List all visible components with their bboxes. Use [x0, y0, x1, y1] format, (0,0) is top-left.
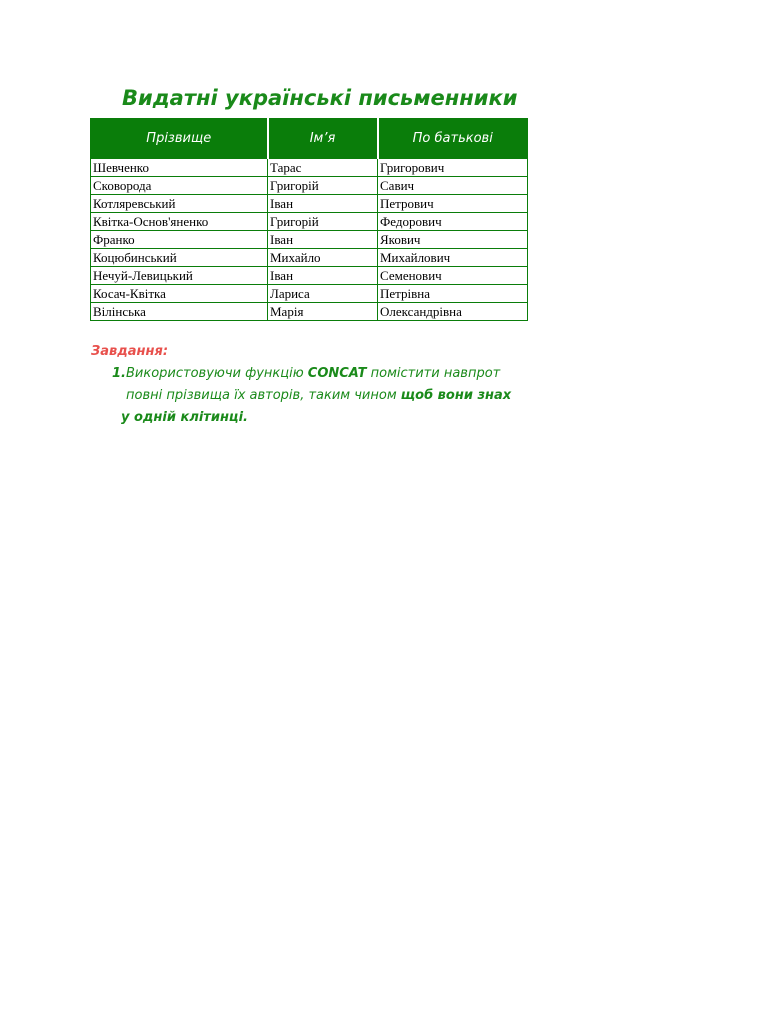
cell-patronymic[interactable]: Михайлович — [378, 249, 528, 267]
cell-first-name[interactable]: Іван — [268, 231, 378, 249]
table-header-row — [91, 119, 528, 159]
cell-surname[interactable]: Сковорода — [91, 177, 268, 195]
cell-patronymic[interactable]: Григорович — [378, 159, 528, 177]
table-row — [91, 249, 528, 267]
cell-first-name[interactable]: Лариса — [268, 285, 378, 303]
task-line-1 — [112, 366, 561, 381]
cell-surname[interactable]: Шевченко — [91, 159, 268, 177]
cell-first-name[interactable]: Іван — [268, 267, 378, 285]
table-row — [91, 267, 528, 285]
header-surname[interactable]: Прізвище — [91, 119, 268, 159]
cell-first-name[interactable]: Іван — [268, 195, 378, 213]
cell-first-name[interactable]: Тарас — [268, 159, 378, 177]
table-row — [91, 159, 528, 177]
cell-surname[interactable]: Косач-Квітка — [91, 285, 268, 303]
table-row — [91, 213, 528, 231]
task-label-colon: : — [162, 344, 169, 359]
writers-table — [90, 118, 528, 321]
cell-patronymic[interactable]: Якович — [378, 231, 528, 249]
task-heading — [91, 344, 168, 359]
task-text: Використовуючи функцію — [125, 366, 308, 381]
table-row — [91, 303, 528, 321]
cell-surname[interactable]: Вілінська — [91, 303, 268, 321]
cell-first-name[interactable]: Григорій — [268, 177, 378, 195]
cell-surname[interactable]: Котляревський — [91, 195, 268, 213]
task-emphasis: щоб вони знах — [400, 388, 512, 403]
cell-patronymic[interactable]: Олександрівна — [378, 303, 528, 321]
task-text: повні прізвища їх авторів, таким чином — [126, 388, 401, 403]
cell-patronymic[interactable]: Савич — [378, 177, 528, 195]
cell-surname[interactable]: Франко — [91, 231, 268, 249]
cell-first-name[interactable]: Михайло — [268, 249, 378, 267]
cell-patronymic[interactable]: Петрівна — [378, 285, 528, 303]
page-title: Видатні українські письменники — [122, 86, 518, 110]
task-emphasis: у одній клітинці. — [121, 410, 248, 425]
header-patronymic[interactable]: По батькові — [378, 119, 528, 159]
table-row — [91, 177, 528, 195]
cell-surname[interactable]: Нечуй-Левицький — [91, 267, 268, 285]
table-row — [91, 195, 528, 213]
cell-patronymic[interactable]: Петрович — [378, 195, 528, 213]
task-label-text: Завдання — [91, 344, 163, 359]
cell-surname[interactable]: Коцюбинський — [91, 249, 268, 267]
cell-first-name[interactable]: Григорій — [268, 213, 378, 231]
task-text: помістити навпрот — [366, 366, 501, 381]
table-row — [91, 285, 528, 303]
task-number: 1. — [112, 366, 126, 381]
table-row — [91, 231, 528, 249]
task-line-2 — [126, 388, 561, 403]
cell-surname[interactable]: Квітка-Основ'яненко — [91, 213, 268, 231]
cell-patronymic[interactable]: Семенович — [378, 267, 528, 285]
function-name: CONCAT — [307, 366, 367, 381]
cell-patronymic[interactable]: Федорович — [378, 213, 528, 231]
task-line-3 — [121, 410, 248, 425]
header-first-name[interactable]: Ім’я — [268, 119, 378, 159]
cell-first-name[interactable]: Марія — [268, 303, 378, 321]
